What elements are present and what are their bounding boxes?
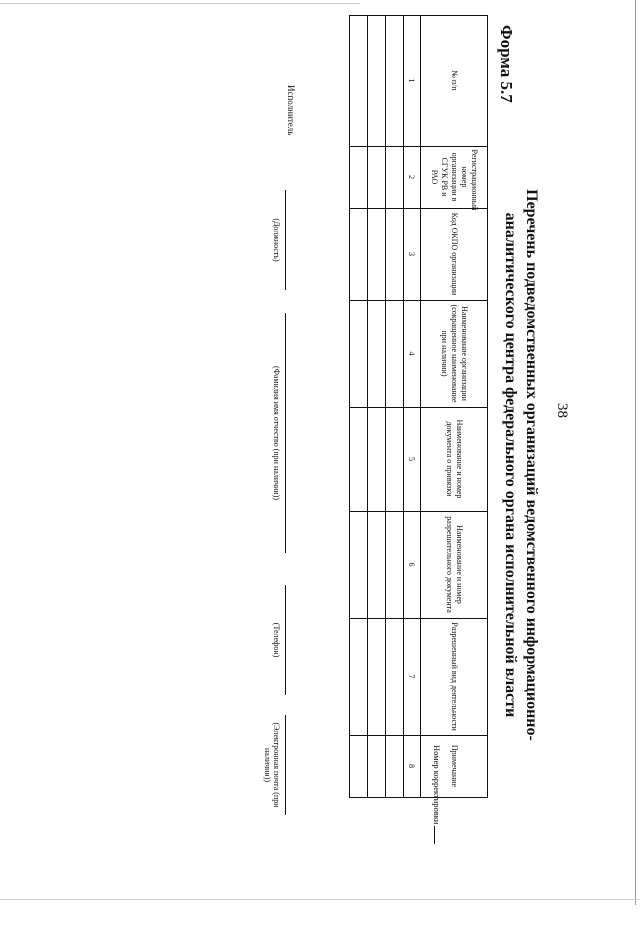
column-number: 8: [404, 736, 421, 798]
table-cell: [350, 736, 368, 798]
column-number: 2: [404, 147, 421, 209]
table-cell: [386, 147, 404, 209]
column-number: 6: [404, 512, 421, 619]
table-cell: [368, 147, 386, 209]
table-cell: [350, 619, 368, 736]
table-cell: [368, 16, 386, 147]
phone-caption: (Телефон): [272, 622, 281, 658]
correction-blank: [434, 826, 435, 844]
phone-line: [285, 585, 286, 695]
scan-edge-right: [635, 0, 636, 905]
correction-label: Номер корректировки: [432, 745, 442, 825]
name-line: [285, 313, 286, 553]
name-caption: (Фамилия имя отчество (при наличии)): [272, 365, 281, 501]
column-number: 3: [404, 209, 421, 301]
form-label: Форма 5.7: [497, 25, 516, 103]
column-number: 4: [404, 301, 421, 408]
executor-label: Исполнитель: [286, 85, 296, 136]
table-cell: [350, 209, 368, 301]
header-binding-doc: Наименование и номер документа о привязки: [421, 408, 488, 512]
email-caption: (Электронная почта (при наличии)): [263, 722, 281, 808]
table-cell: [350, 16, 368, 147]
table-cell: [350, 408, 368, 512]
table-cell: [368, 209, 386, 301]
table-cell: [386, 209, 404, 301]
table-cell: [386, 736, 404, 798]
table-cell: [368, 619, 386, 736]
table-cell: [368, 512, 386, 619]
table-cell: [386, 512, 404, 619]
table-cell: [368, 408, 386, 512]
header-row-number: № п/п: [421, 16, 488, 147]
table-cell: [386, 301, 404, 408]
header-note: Примечание: [421, 736, 488, 798]
header-okpo: Код ОКПО организации: [421, 209, 488, 301]
table-row: [368, 16, 386, 798]
table-row: [386, 16, 404, 798]
rotated-sheet: [108, 0, 578, 945]
table-cell: [350, 512, 368, 619]
header-permit-doc: Наименование и номер разрешительного документа: [421, 512, 488, 619]
position-caption: (Должность): [272, 218, 281, 262]
table-cell: [368, 301, 386, 408]
table-cell: [350, 147, 368, 209]
email-line: [285, 715, 286, 815]
table-row: [350, 16, 368, 798]
column-number: 1: [404, 16, 421, 147]
header-activity: Разрешенный вид деятельности: [421, 619, 488, 736]
table-cell: [350, 301, 368, 408]
table-cell: [368, 736, 386, 798]
table-cell: [386, 16, 404, 147]
organizations-table: [349, 15, 488, 798]
header-org-name: Наименование организации (сокращенное наименование при наличии): [421, 301, 488, 408]
position-line: [285, 190, 286, 290]
column-number-row: [404, 16, 421, 798]
table-cell: [386, 408, 404, 512]
column-number: 7: [404, 619, 421, 736]
table-cell: [386, 619, 404, 736]
column-number: 5: [404, 408, 421, 512]
page-number: 38: [554, 403, 570, 418]
header-reg-number: Регистрационный номер организации в СГУК РВ и РАО: [421, 147, 488, 209]
document-title: Перечень подведомственных организаций ведомственного информационно-аналитического центра федерального органа исполнительной власти: [502, 189, 540, 741]
table-header-row: [421, 16, 488, 798]
